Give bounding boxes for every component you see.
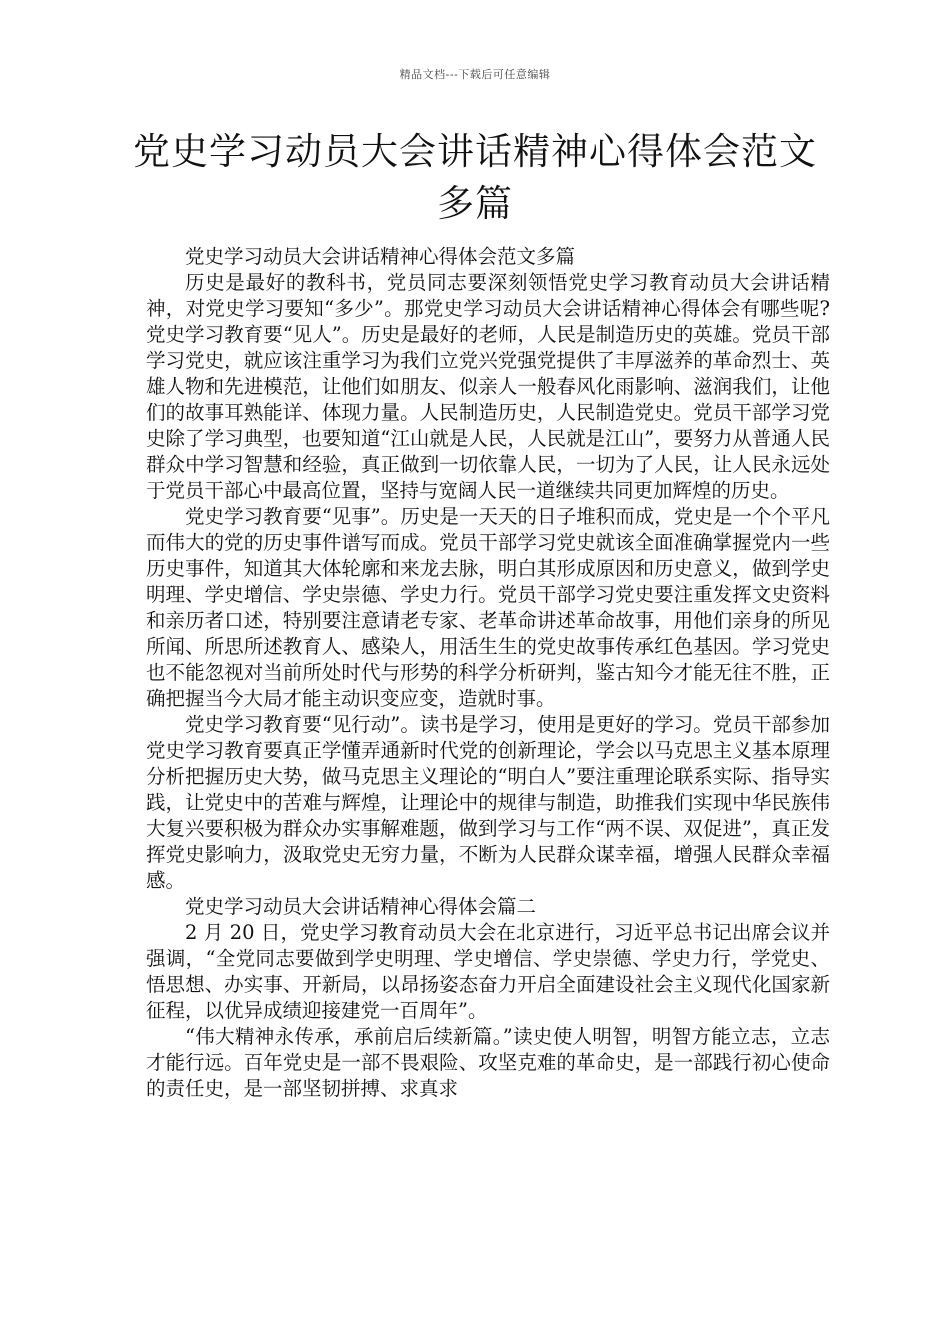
paragraph: 历史是最好的教科书，党员同志要深刻领悟党史学习教育动员大会讲话精神，对党史学习要知“多少”。那党史学习动员大会讲话精神心得体会有哪些呢?党史学习教育要“见人”。历史是最好的老师，人民是制造历史的英雄。党员干部学习党史，就应该注重学习为我们立党兴党强党提供了丰厚滋养的革命烈士、英雄人物和先进模范，让他们如朋友、似亲人一般春风化雨影响、滋润我们，让他们的故事耳熟能详、体现力量。人民制造历史，人民制造党史。党员干部学习党史除了学习典型，也要知道“江山就是人民，人民就是江山”，要努力从普通人民群众中学习智慧和经验，真正做到一切依靠人民，一切为了人民，让人民永远处于党员干部心中最高位置，坚持与宽阔人民一道继续共同更加辉煌的历史。	[146, 271, 830, 502]
paragraph: 2 月 20 日，党史学习教育动员大会在北京进行，习近平总书记出席会议并强调，“全党同志要做到学史明理、学史增信、学史崇德、学史力行，学党史、悟思想、办实事、开新局，以昂扬姿态奋力开启全面建设社会主义现代化国家新征程，以优异成绩迎接建党一百周年”。	[146, 921, 830, 1022]
paragraph-subtitle: 党史学习动员大会讲话精神心得体会范文多篇	[185, 245, 576, 268]
paragraph: “伟大精神永传承，承前启后续新篇。”读史使人明智，明智方能立志，立志才能行远。百年党史是一部不畏艰险、攻坚克难的革命史，是一部践行初心使命的责任史，是一部坚韧拼搏、求真求	[146, 1025, 830, 1100]
paragraph: 党史学习教育要“见行动”。读书是学习，使用是更好的学习。党员干部参加党史学习教育要真正学懂弄通新时代党的创新理论，学会以马克思主义基本原理分析把握历史大势，做马克思主义理论的“明白人”要注重理论联系实际、指导实践，让党史中的苦难与辉煌，让理论中的规律与制造，助推我们实现中华民族伟大复兴要积极为群众办实事解难题，做到学习与工作“两不误、双促进”，真正发挥党史影响力，汲取党史无穷力量，不断为人民群众谋幸福，增强人民群众幸福感。	[146, 713, 830, 892]
document-title	[110, 126, 840, 230]
header-note: 精品文档---下载后可任意编辑	[399, 68, 551, 81]
title-line-1: 党史学习动员大会讲话精神心得体会范文	[133, 130, 817, 173]
document-body	[146, 244, 830, 1102]
paragraph: 党史学习教育要“见事”。历史是一天天的日子堆积而成，党史是一个个平凡而伟大的党的历史事件谱写而成。党员干部学习党史就该全面准确掌握党内一些历史事件，知道其大体轮廓和来龙去脉，明白其形成原因和历史意义，做到学史明理、学史增信、学史崇德、学史力行。党员干部学习党史要注重发挥文史资料和亲历者口述，特别要注意请老专家、老革命讲述革命故事，用他们亲身的所见所闻、所思所述教育人、感染人，用活生生的党史故事传承红色基因。学习党史也不能忽视对当前所处时代与形势的科学分析研判，鉴古知今才能无往不胜，正确把握当今大局才能主动识变应变，造就时事。	[146, 505, 830, 710]
paragraph-section-heading: 党史学习动员大会讲话精神心得体会篇二	[185, 895, 537, 918]
title-line-2: 多篇	[437, 182, 513, 225]
